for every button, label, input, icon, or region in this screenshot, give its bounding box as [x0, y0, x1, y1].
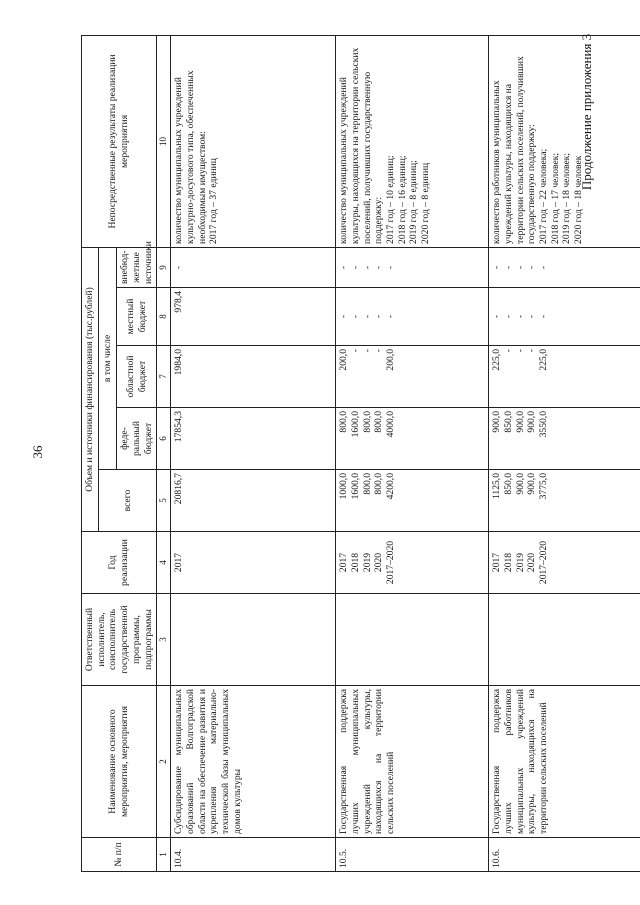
row-result: количество муниципальных учреждений культурно-досугового типа, обеспеченных необходимым имуществом: 2017 год – 37 единиц	[171, 35, 336, 247]
table-row	[336, 35, 489, 871]
row-event-name: Государственная поддержка лучших муниципальных учреждений культуры, находящихся на территории сельских поселений	[336, 686, 489, 838]
row-years: 2017 2018 2019 2020 2017–2020	[336, 532, 489, 594]
header-including: в том числе	[98, 247, 116, 469]
header-number: № п/п	[82, 838, 157, 872]
column-number: 6	[157, 408, 171, 470]
header-results: Непосредственные результаты реализации мероприятия	[82, 35, 157, 247]
page-heading: Продолжение приложения 3	[579, 33, 594, 191]
row-executor	[336, 594, 489, 686]
row-local: 978,4	[171, 288, 336, 346]
header-federal: феде-ральный бюджет	[117, 408, 157, 470]
row-federal: 17854,3	[171, 408, 336, 470]
row-executor	[489, 594, 640, 686]
header-regional: областной бюджет	[117, 346, 157, 408]
header-event-name: Наименование основного мероприятия, мероприятия	[82, 686, 157, 838]
row-regional: 200,0 - - - 200,0	[336, 346, 489, 408]
row-federal: 800,0 1600,0 800,0 800,0 4000,0	[336, 408, 489, 470]
row-number: 10.5.	[336, 838, 489, 872]
table-row	[171, 35, 336, 871]
column-number: 8	[157, 288, 171, 346]
row-number: 10.4.	[171, 838, 336, 872]
column-number: 4	[157, 532, 171, 594]
row-total: 1125,0 850,0 900,0 900,0 3775,0	[489, 470, 640, 532]
header-local: местный бюджет	[117, 288, 157, 346]
row-years: 2017 2018 2019 2020 2017–2020	[489, 532, 640, 594]
column-number: 5	[157, 470, 171, 532]
row-years: 2017	[171, 532, 336, 594]
page-number: 36	[30, 445, 45, 459]
funding-table	[81, 35, 640, 872]
row-number: 10.6.	[489, 838, 640, 872]
column-number: 7	[157, 346, 171, 408]
column-number: 9	[157, 247, 171, 287]
column-number: 3	[157, 594, 171, 686]
row-event-name: Государственная поддержка лучших работников муниципальных учреждений культуры, находящихся на территории сельских поселений	[489, 686, 640, 838]
header-extrabudget: внебюд-жетные источники	[117, 247, 157, 287]
row-result: количество муниципальных учреждений культуры, находящихся на территории сельских поселений, получивших государственную поддержку: 2017 год – 10 единиц; 2018 год – 16 единиц; 2019 год – 8 единиц; 2020 год – 8 единиц	[336, 35, 489, 247]
row-total: 20816,7	[171, 470, 336, 532]
header-total: всего	[98, 470, 157, 532]
column-number-row	[157, 35, 171, 871]
row-regional: 225,0 - - - 225,0	[489, 346, 640, 408]
row-result: количество работников муниципальных учреждений культуры, находящихся на территории сельских поселений, получивших государственную поддержку: 2017 год – 22 человека; 2018 год – 17 человек; 2019 год – 18 человек; 2020 год – 18 человек	[489, 35, 640, 247]
row-total: 1000,0 1600,0 800,0 800,0 4200,0	[336, 470, 489, 532]
funding-table-container	[81, 33, 629, 872]
header-executor: Ответственный исполнитель, соисполнитель государственной программы, подпрограммы	[82, 594, 157, 686]
row-event-name: Субсидирование муниципальных образований Волгоградской области на обеспечение развития и укрепления материально-технической базы муниципальных домов культуры	[171, 686, 336, 838]
column-number: 1	[157, 838, 171, 872]
row-executor	[171, 594, 336, 686]
header-funding: Объем и источники финансирования (тыс.рублей)	[82, 247, 99, 531]
row-regional: 1984,0	[171, 346, 336, 408]
row-federal: 900,0 850,0 900,0 900,0 3550,0	[489, 408, 640, 470]
row-extrabudget: -	[171, 247, 336, 287]
row-local: - - - - -	[489, 288, 640, 346]
column-number: 10	[157, 35, 171, 247]
row-extrabudget: - - - - -	[336, 247, 489, 287]
row-local: - - - - -	[336, 288, 489, 346]
header-year: Год реализации	[82, 532, 157, 594]
row-extrabudget: - - - - -	[489, 247, 640, 287]
table-row	[489, 35, 640, 871]
column-number: 2	[157, 686, 171, 838]
